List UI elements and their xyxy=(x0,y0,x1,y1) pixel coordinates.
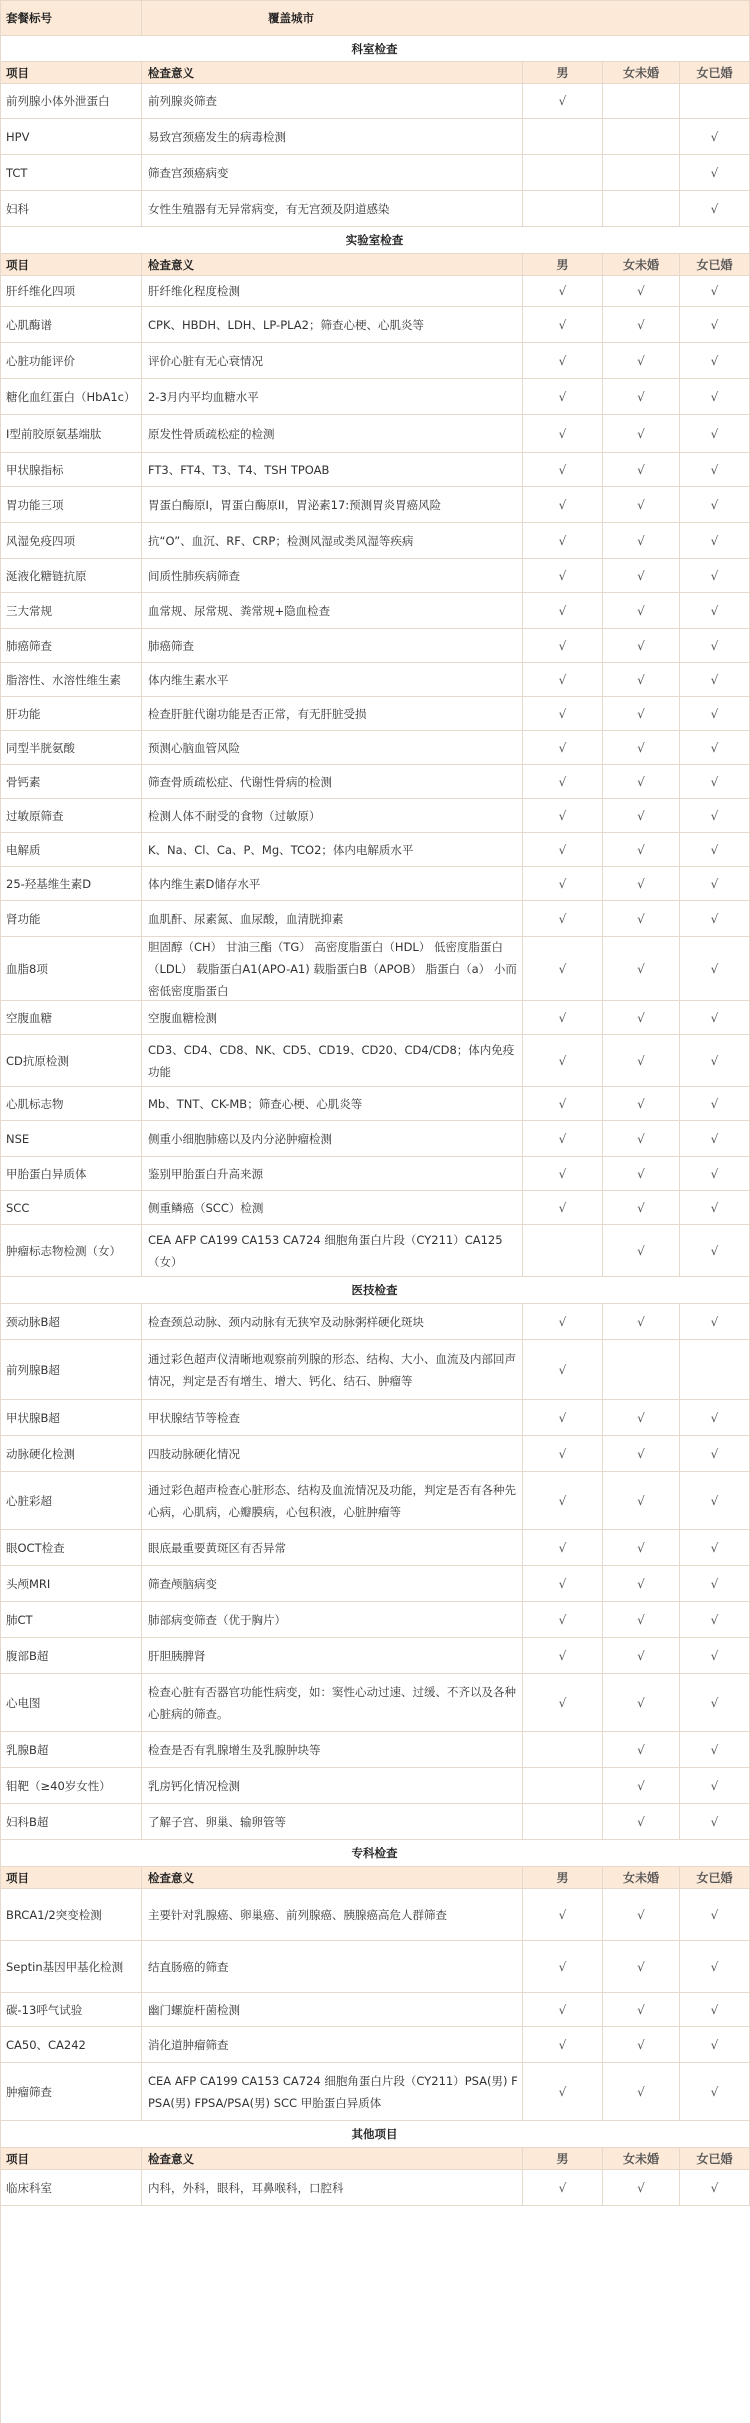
check-mark-female-unmarried: √ xyxy=(603,1191,680,1225)
check-mark-male: √ xyxy=(523,1602,603,1638)
row-item-name: 心肌标志物 xyxy=(0,1087,142,1121)
check-mark-male: √ xyxy=(523,1087,603,1121)
check-mark-female-married: √ xyxy=(680,379,750,415)
check-mark-male xyxy=(523,191,603,227)
check-mark-male: √ xyxy=(523,453,603,487)
section-title: 其他项目 xyxy=(0,2121,750,2148)
check-mark-female-unmarried: √ xyxy=(603,1304,680,1340)
check-mark-female-unmarried: √ xyxy=(603,1436,680,1472)
check-mark-male: √ xyxy=(523,1035,603,1087)
check-mark-female-married: √ xyxy=(680,1566,750,1602)
row-meaning: 结直肠癌的筛查 xyxy=(142,1941,523,1993)
row-meaning: 检查颈总动脉、颈内动脉有无狭窄及动脉粥样硬化斑块 xyxy=(142,1304,523,1340)
check-mark-male: √ xyxy=(523,1472,603,1530)
column-header-meaning: 检查意义 xyxy=(142,2148,523,2170)
column-header-female-unmarried: 女未婚 xyxy=(603,1867,680,1889)
column-header-female-married: 女已婚 xyxy=(680,62,750,84)
column-header-male: 男 xyxy=(523,62,603,84)
check-mark-female-married xyxy=(680,1340,750,1400)
check-mark-male: √ xyxy=(523,663,603,697)
check-mark-male: √ xyxy=(523,2027,603,2063)
row-item-name: 颈动脉B超 xyxy=(0,1304,142,1340)
row-meaning: 主要针对乳腺癌、卵巢癌、前列腺癌、胰腺癌高危人群筛查 xyxy=(142,1889,523,1941)
check-mark-female-unmarried: √ xyxy=(603,1993,680,2027)
check-mark-female-married: √ xyxy=(680,1087,750,1121)
check-mark-female-married: √ xyxy=(680,191,750,227)
check-mark-female-unmarried: √ xyxy=(603,1638,680,1674)
row-meaning: 评价心脏有无心衰情况 xyxy=(142,343,523,379)
row-item-name: 乳腺B超 xyxy=(0,1732,142,1768)
check-mark-female-married: √ xyxy=(680,487,750,523)
check-mark-female-married: √ xyxy=(680,415,750,453)
row-item-name: 糖化血红蛋白（HbA1c） xyxy=(0,379,142,415)
row-meaning: 原发性骨质疏松症的检测 xyxy=(142,415,523,453)
check-mark-female-unmarried: √ xyxy=(603,593,680,629)
check-mark-male: √ xyxy=(523,867,603,901)
check-mark-female-unmarried: √ xyxy=(603,415,680,453)
check-mark-female-married: √ xyxy=(680,1121,750,1157)
row-item-name: SCC xyxy=(0,1191,142,1225)
check-mark-male: √ xyxy=(523,487,603,523)
column-header-item: 项目 xyxy=(0,2148,142,2170)
check-mark-male: √ xyxy=(523,1638,603,1674)
check-mark-female-married: √ xyxy=(680,1732,750,1768)
column-header-male: 男 xyxy=(523,254,603,276)
row-item-name: 风湿免疫四项 xyxy=(0,523,142,559)
row-meaning: 内科，外科，眼科，耳鼻喉科，口腔科 xyxy=(142,2170,523,2206)
check-mark-female-married: √ xyxy=(680,731,750,765)
row-item-name: 肺CT xyxy=(0,1602,142,1638)
row-item-name: 甲状腺指标 xyxy=(0,453,142,487)
check-mark-female-unmarried xyxy=(603,119,680,155)
row-meaning: 乳房钙化情况检测 xyxy=(142,1768,523,1804)
check-mark-female-unmarried: √ xyxy=(603,1530,680,1566)
package-label: 套餐标号 xyxy=(0,0,142,36)
column-header-female-unmarried: 女未婚 xyxy=(603,62,680,84)
check-mark-female-unmarried: √ xyxy=(603,1157,680,1191)
row-meaning: CPK、HBDH、LDH、LP-PLA2；筛查心梗、心肌炎等 xyxy=(142,307,523,343)
check-mark-female-unmarried: √ xyxy=(603,1001,680,1035)
check-mark-male: √ xyxy=(523,1993,603,2027)
check-mark-female-married: √ xyxy=(680,276,750,307)
row-meaning: 筛查颅脑病变 xyxy=(142,1566,523,1602)
check-mark-female-married: √ xyxy=(680,799,750,833)
check-mark-male: √ xyxy=(523,1889,603,1941)
row-meaning: 2-3月内平均血糖水平 xyxy=(142,379,523,415)
check-mark-female-unmarried xyxy=(603,84,680,119)
check-mark-female-unmarried: √ xyxy=(603,731,680,765)
row-meaning: 预测心脑血管风险 xyxy=(142,731,523,765)
check-mark-male xyxy=(523,1768,603,1804)
row-meaning: K、Na、Cl、Ca、P、Mg、TCO2；体内电解质水平 xyxy=(142,833,523,867)
row-item-name: 肿瘤筛查 xyxy=(0,2063,142,2121)
check-mark-male: √ xyxy=(523,1157,603,1191)
check-mark-female-unmarried: √ xyxy=(603,1941,680,1993)
check-mark-female-married: √ xyxy=(680,937,750,1001)
row-item-name: I型前胶原氨基端肽 xyxy=(0,415,142,453)
row-item-name: 脂溶性、水溶性维生素 xyxy=(0,663,142,697)
row-meaning: 体内维生素水平 xyxy=(142,663,523,697)
row-item-name: 心脏彩超 xyxy=(0,1472,142,1530)
check-mark-male xyxy=(523,1225,603,1277)
row-meaning: 女性生殖器有无异常病变，有无宫颈及阴道感染 xyxy=(142,191,523,227)
check-mark-female-unmarried xyxy=(603,155,680,191)
row-item-name: 肿瘤标志物检测（女） xyxy=(0,1225,142,1277)
check-mark-female-married: √ xyxy=(680,1400,750,1436)
check-mark-female-married: √ xyxy=(680,1638,750,1674)
row-meaning: 检查心脏有否器官功能性病变，如：窦性心动过速、过缓、不齐以及各种心脏病的筛查。 xyxy=(142,1674,523,1732)
check-mark-male xyxy=(523,1732,603,1768)
row-item-name: 25-羟基维生素D xyxy=(0,867,142,901)
row-meaning: 易致宫颈癌发生的病毒检测 xyxy=(142,119,523,155)
column-header-female-married: 女已婚 xyxy=(680,2148,750,2170)
row-item-name: 临床科室 xyxy=(0,2170,142,2206)
column-header-female-unmarried: 女未婚 xyxy=(603,2148,680,2170)
check-mark-female-married: √ xyxy=(680,119,750,155)
check-mark-female-unmarried: √ xyxy=(603,453,680,487)
column-header-item: 项目 xyxy=(0,62,142,84)
package-value: 覆盖城市 xyxy=(142,0,750,36)
check-mark-female-married: √ xyxy=(680,1941,750,1993)
column-header-item: 项目 xyxy=(0,254,142,276)
row-item-name: CA50、CA242 xyxy=(0,2027,142,2063)
row-meaning: 肝胆胰脾肾 xyxy=(142,1638,523,1674)
row-item-name: 心电图 xyxy=(0,1674,142,1732)
column-header-item: 项目 xyxy=(0,1867,142,1889)
check-mark-male xyxy=(523,119,603,155)
row-meaning: 间质性肺疾病筛查 xyxy=(142,559,523,593)
row-meaning: CD3、CD4、CD8、NK、CD5、CD19、CD20、CD4/CD8；体内免疫功能 xyxy=(142,1035,523,1087)
row-item-name: 涎液化糖链抗原 xyxy=(0,559,142,593)
row-item-name: 甲状腺B超 xyxy=(0,1400,142,1436)
check-mark-female-unmarried: √ xyxy=(603,799,680,833)
check-mark-female-married: √ xyxy=(680,1472,750,1530)
check-mark-male: √ xyxy=(523,731,603,765)
row-item-name: 心脏功能评价 xyxy=(0,343,142,379)
check-mark-female-unmarried: √ xyxy=(603,1674,680,1732)
check-mark-female-unmarried: √ xyxy=(603,523,680,559)
row-item-name: 肝功能 xyxy=(0,697,142,731)
row-meaning: 眼底最重要黄斑区有否异常 xyxy=(142,1530,523,1566)
check-mark-female-married: √ xyxy=(680,1436,750,1472)
section-title: 实验室检查 xyxy=(0,227,750,254)
check-mark-female-unmarried: √ xyxy=(603,765,680,799)
row-meaning: 幽门螺旋杆菌检测 xyxy=(142,1993,523,2027)
check-mark-female-married: √ xyxy=(680,1889,750,1941)
row-meaning: 肝纤维化程度检测 xyxy=(142,276,523,307)
column-header-meaning: 检查意义 xyxy=(142,62,523,84)
check-mark-female-unmarried: √ xyxy=(603,1035,680,1087)
row-item-name: 肾功能 xyxy=(0,901,142,937)
check-mark-female-married: √ xyxy=(680,2063,750,2121)
row-item-name: 前列腺小体外泄蛋白 xyxy=(0,84,142,119)
section-title: 科室检查 xyxy=(0,36,750,62)
row-item-name: 妇科B超 xyxy=(0,1804,142,1840)
row-item-name: Septin基因甲基化检测 xyxy=(0,1941,142,1993)
check-mark-female-unmarried: √ xyxy=(603,2170,680,2206)
row-item-name: 过敏原筛查 xyxy=(0,799,142,833)
row-item-name: 甲胎蛋白异质体 xyxy=(0,1157,142,1191)
row-meaning: CEA AFP CA199 CA153 CA724 细胞角蛋白片段（CY211）PSA(男) FPSA(男) FPSA/PSA(男) SCC 甲胎蛋白异质体 xyxy=(142,2063,523,2121)
check-mark-female-unmarried: √ xyxy=(603,697,680,731)
row-item-name: 腹部B超 xyxy=(0,1638,142,1674)
check-mark-female-unmarried: √ xyxy=(603,901,680,937)
check-mark-female-unmarried: √ xyxy=(603,1804,680,1840)
row-item-name: BRCA1/2突变检测 xyxy=(0,1889,142,1941)
check-mark-male: √ xyxy=(523,833,603,867)
row-meaning: 侧重小细胞肺癌以及内分泌肿瘤检测 xyxy=(142,1121,523,1157)
check-mark-female-married: √ xyxy=(680,2027,750,2063)
row-item-name: 同型半胱氨酸 xyxy=(0,731,142,765)
check-mark-male: √ xyxy=(523,2063,603,2121)
check-mark-female-married: √ xyxy=(680,307,750,343)
check-mark-male: √ xyxy=(523,1436,603,1472)
row-item-name: CD抗原检测 xyxy=(0,1035,142,1087)
row-meaning: 抗“O”、血沉、RF、CRP；检测风湿或类风湿等疾病 xyxy=(142,523,523,559)
check-mark-female-married: √ xyxy=(680,1602,750,1638)
row-meaning: 肺癌筛查 xyxy=(142,629,523,663)
row-meaning: 肺部病变筛查（优于胸片） xyxy=(142,1602,523,1638)
row-item-name: 三大常规 xyxy=(0,593,142,629)
row-meaning: 侧重鳞癌（SCC）检测 xyxy=(142,1191,523,1225)
check-mark-female-unmarried: √ xyxy=(603,307,680,343)
check-mark-female-unmarried: √ xyxy=(603,833,680,867)
row-item-name: 肺癌筛查 xyxy=(0,629,142,663)
row-item-name: 血脂8项 xyxy=(0,937,142,1001)
check-mark-male: √ xyxy=(523,379,603,415)
row-meaning: 检查肝脏代谢功能是否正常，有无肝脏受损 xyxy=(142,697,523,731)
row-meaning: CEA AFP CA199 CA153 CA724 细胞角蛋白片段（CY211）CA125（女） xyxy=(142,1225,523,1277)
check-mark-female-married: √ xyxy=(680,559,750,593)
check-mark-female-married: √ xyxy=(680,765,750,799)
check-mark-female-married: √ xyxy=(680,1304,750,1340)
check-mark-female-unmarried: √ xyxy=(603,379,680,415)
column-header-female-unmarried: 女未婚 xyxy=(603,254,680,276)
check-mark-female-unmarried: √ xyxy=(603,1472,680,1530)
row-meaning: 了解子宫、卵巢、输卵管等 xyxy=(142,1804,523,1840)
check-mark-female-married: √ xyxy=(680,629,750,663)
row-meaning: Mb、TNT、CK-MB；筛查心梗、心肌炎等 xyxy=(142,1087,523,1121)
check-mark-female-married: √ xyxy=(680,1993,750,2027)
check-mark-female-married: √ xyxy=(680,867,750,901)
row-item-name: 钼靶（≥40岁女性） xyxy=(0,1768,142,1804)
check-mark-female-unmarried: √ xyxy=(603,559,680,593)
row-meaning: 通过彩色超声检查心脏形态、结构及血流情况及功能，判定是否有各种先心病，心肌病，心瓣膜病，心包积液，心脏肿瘤等 xyxy=(142,1472,523,1530)
check-mark-female-married: √ xyxy=(680,663,750,697)
column-header-female-married: 女已婚 xyxy=(680,1867,750,1889)
check-mark-female-unmarried: √ xyxy=(603,1889,680,1941)
check-mark-female-unmarried xyxy=(603,191,680,227)
row-item-name: 碳-13呼气试验 xyxy=(0,1993,142,2027)
check-mark-female-unmarried: √ xyxy=(603,1768,680,1804)
check-mark-female-unmarried: √ xyxy=(603,343,680,379)
row-item-name: 电解质 xyxy=(0,833,142,867)
row-meaning: 检测人体不耐受的食物（过敏原） xyxy=(142,799,523,833)
row-item-name: 胃功能三项 xyxy=(0,487,142,523)
row-item-name: 心肌酶谱 xyxy=(0,307,142,343)
check-mark-male: √ xyxy=(523,523,603,559)
check-mark-male: √ xyxy=(523,1340,603,1400)
row-item-name: 妇科 xyxy=(0,191,142,227)
check-mark-female-married: √ xyxy=(680,697,750,731)
check-mark-female-unmarried: √ xyxy=(603,867,680,901)
section-title: 医技检查 xyxy=(0,1277,750,1304)
row-meaning: 体内维生素D储存水平 xyxy=(142,867,523,901)
check-mark-female-married: √ xyxy=(680,1674,750,1732)
row-meaning: 胃蛋白酶原I，胃蛋白酶原II，胃泌素17:预测胃炎胃癌风险 xyxy=(142,487,523,523)
check-mark-male: √ xyxy=(523,765,603,799)
row-meaning: 检查是否有乳腺增生及乳腺肿块等 xyxy=(142,1732,523,1768)
check-mark-female-married: √ xyxy=(680,343,750,379)
column-header-female-married: 女已婚 xyxy=(680,254,750,276)
row-item-name: 动脉硬化检测 xyxy=(0,1436,142,1472)
check-mark-female-unmarried: √ xyxy=(603,1087,680,1121)
column-header-male: 男 xyxy=(523,2148,603,2170)
check-mark-female-unmarried: √ xyxy=(603,1602,680,1638)
check-mark-female-married: √ xyxy=(680,523,750,559)
row-meaning: FT3、FT4、T3、T4、TSH TPOAB xyxy=(142,453,523,487)
row-item-name: 眼OCT检查 xyxy=(0,1530,142,1566)
check-mark-male: √ xyxy=(523,1566,603,1602)
check-mark-male: √ xyxy=(523,799,603,833)
section-title: 专科检查 xyxy=(0,1840,750,1867)
check-mark-male: √ xyxy=(523,697,603,731)
check-mark-male: √ xyxy=(523,276,603,307)
check-mark-male: √ xyxy=(523,901,603,937)
check-mark-male: √ xyxy=(523,1001,603,1035)
check-mark-male: √ xyxy=(523,593,603,629)
check-mark-male: √ xyxy=(523,2170,603,2206)
row-item-name: 空腹血糖 xyxy=(0,1001,142,1035)
check-mark-female-married: √ xyxy=(680,1225,750,1277)
check-mark-male: √ xyxy=(523,1941,603,1993)
check-mark-female-married: √ xyxy=(680,1001,750,1035)
row-meaning: 筛查宫颈癌病变 xyxy=(142,155,523,191)
check-mark-male: √ xyxy=(523,1400,603,1436)
check-mark-female-married: √ xyxy=(680,2170,750,2206)
check-mark-male: √ xyxy=(523,937,603,1001)
check-mark-female-married: √ xyxy=(680,453,750,487)
check-mark-female-married: √ xyxy=(680,1768,750,1804)
check-mark-male xyxy=(523,1804,603,1840)
row-item-name: 头颅MRI xyxy=(0,1566,142,1602)
check-mark-female-unmarried: √ xyxy=(603,1732,680,1768)
row-meaning: 前列腺炎筛查 xyxy=(142,84,523,119)
row-item-name: NSE xyxy=(0,1121,142,1157)
check-mark-female-unmarried: √ xyxy=(603,276,680,307)
check-mark-female-unmarried: √ xyxy=(603,1566,680,1602)
row-meaning: 甲状腺结节等检查 xyxy=(142,1400,523,1436)
row-meaning: 鉴别甲胎蛋白升高来源 xyxy=(142,1157,523,1191)
check-mark-female-unmarried: √ xyxy=(603,663,680,697)
row-meaning: 胆固醇（CH） 甘油三酯（TG） 高密度脂蛋白（HDL） 低密度脂蛋白（LDL） 载脂蛋白A1(APO-A1) 载脂蛋白B（APOB） 脂蛋白（a） 小而密低密度脂蛋白 xyxy=(142,937,523,1001)
check-mark-female-unmarried: √ xyxy=(603,1225,680,1277)
row-meaning: 通过彩色超声仪清晰地观察前列腺的形态、结构、大小、血流及内部回声情况，判定是否有增生、增大、钙化、结石、肿瘤等 xyxy=(142,1340,523,1400)
check-mark-male: √ xyxy=(523,84,603,119)
check-mark-female-unmarried: √ xyxy=(603,1121,680,1157)
check-mark-male: √ xyxy=(523,415,603,453)
check-mark-male: √ xyxy=(523,1304,603,1340)
check-mark-male: √ xyxy=(523,343,603,379)
check-mark-female-unmarried: √ xyxy=(603,2027,680,2063)
row-meaning: 空腹血糖检测 xyxy=(142,1001,523,1035)
check-mark-male: √ xyxy=(523,1530,603,1566)
check-mark-male: √ xyxy=(523,1191,603,1225)
row-item-name: HPV xyxy=(0,119,142,155)
check-mark-female-married: √ xyxy=(680,1530,750,1566)
column-header-meaning: 检查意义 xyxy=(142,1867,523,1889)
check-mark-female-married: √ xyxy=(680,155,750,191)
check-mark-male: √ xyxy=(523,1674,603,1732)
check-mark-female-unmarried: √ xyxy=(603,487,680,523)
check-mark-male: √ xyxy=(523,629,603,663)
row-item-name: 肝纤维化四项 xyxy=(0,276,142,307)
row-meaning: 四肢动脉硬化情况 xyxy=(142,1436,523,1472)
check-mark-female-married: √ xyxy=(680,1157,750,1191)
row-item-name: 前列腺B超 xyxy=(0,1340,142,1400)
row-meaning: 血肌酐、尿素氮、血尿酸，血清胱抑素 xyxy=(142,901,523,937)
column-header-meaning: 检查意义 xyxy=(142,254,523,276)
check-mark-female-married: √ xyxy=(680,1035,750,1087)
row-meaning: 筛查骨质疏松症、代谢性骨病的检测 xyxy=(142,765,523,799)
column-header-male: 男 xyxy=(523,1867,603,1889)
check-mark-female-unmarried xyxy=(603,1340,680,1400)
check-mark-female-unmarried: √ xyxy=(603,2063,680,2121)
row-meaning: 消化道肿瘤筛查 xyxy=(142,2027,523,2063)
check-mark-male: √ xyxy=(523,1121,603,1157)
row-item-name: 骨钙素 xyxy=(0,765,142,799)
row-item-name: TCT xyxy=(0,155,142,191)
check-mark-male xyxy=(523,155,603,191)
check-mark-female-unmarried: √ xyxy=(603,937,680,1001)
check-mark-male: √ xyxy=(523,559,603,593)
check-mark-female-married: √ xyxy=(680,1191,750,1225)
check-mark-female-unmarried: √ xyxy=(603,629,680,663)
check-mark-female-married: √ xyxy=(680,833,750,867)
check-mark-female-unmarried: √ xyxy=(603,1400,680,1436)
check-mark-female-married: √ xyxy=(680,593,750,629)
row-meaning: 血常规、尿常规、粪常规+隐血检查 xyxy=(142,593,523,629)
check-mark-female-married: √ xyxy=(680,901,750,937)
check-mark-female-married xyxy=(680,84,750,119)
check-mark-female-married: √ xyxy=(680,1804,750,1840)
check-mark-male: √ xyxy=(523,307,603,343)
